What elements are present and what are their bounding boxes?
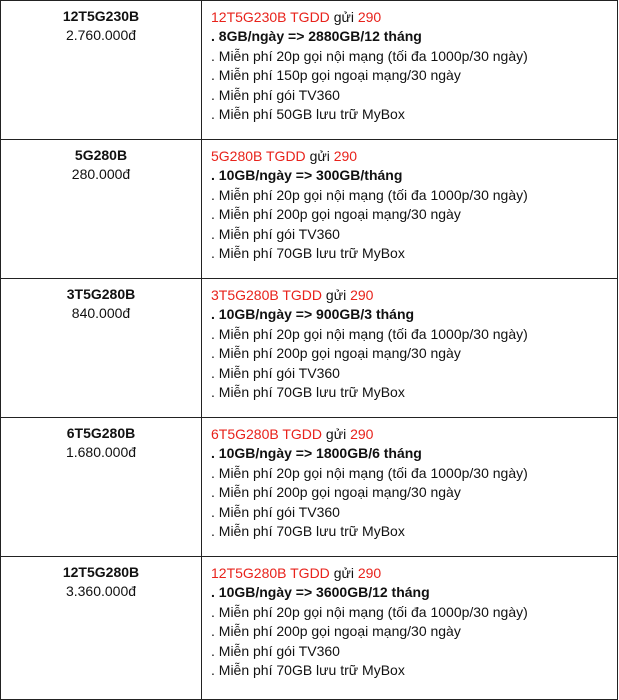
plan-name-cell: [1, 140, 202, 279]
plan-row: [1, 418, 618, 557]
feature-item: . Miễn phí 200p gọi ngoại mạng/30 ngày: [211, 484, 461, 501]
sms-syntax: 6T5G280B TGDD: [211, 426, 323, 442]
plan-code: 5G280B: [74, 147, 128, 163]
plan-name-cell: [1, 557, 202, 700]
sms-syntax: 3T5G280B TGDD: [211, 287, 323, 303]
plan-code: 12T5G280B: [62, 564, 140, 580]
data-highlight: . 10GB/ngày => 300GB/tháng: [211, 167, 403, 184]
feature-item: . Miễn phí 20p gọi nội mạng (tối đa 1000p/30 ngày): [211, 47, 528, 64]
plan-price: 2.760.000đ: [65, 27, 137, 43]
plan-price: 280.000đ: [71, 166, 131, 182]
data-highlight: . 10GB/ngày => 900GB/3 tháng: [211, 306, 415, 323]
sms-syntax: 12T5G280B TGDD: [211, 565, 330, 581]
plan-detail-cell: [202, 418, 618, 557]
sms-number: 290: [357, 565, 382, 581]
feature-item: . Miễn phí gói TV360: [211, 225, 340, 242]
feature-item: . Miễn phí 150p gọi ngoại mạng/30 ngày: [211, 67, 461, 84]
feature-item: . Miễn phí 20p gọi nội mạng (tối đa 1000p/30 ngày): [211, 464, 528, 481]
plan-code: 12T5G230B: [62, 8, 140, 24]
plan-row: [1, 279, 618, 418]
sms-number: 290: [350, 426, 374, 442]
feature-item: . Miễn phí 20p gọi nội mạng (tối đa 1000p/30 ngày): [211, 186, 528, 203]
feature-item: . Miễn phí gói TV360: [211, 503, 340, 520]
feature-item: . Miễn phí 200p gọi ngoại mạng/30 ngày: [211, 345, 461, 362]
plan-price: 1.680.000đ: [65, 444, 137, 460]
plan-code: 3T5G280B: [66, 286, 136, 302]
sms-syntax-line: [211, 286, 617, 305]
sms-syntax-line: [211, 564, 617, 583]
plan-row: [1, 1, 618, 140]
plan-detail-cell: [202, 279, 618, 418]
sms-verb: gửi: [333, 565, 354, 581]
feature-item: . Miễn phí 70GB lưu trữ MyBox: [211, 245, 405, 262]
sms-number: 290: [333, 148, 358, 164]
feature-item: . Miễn phí 200p gọi ngoại mạng/30 ngày: [211, 623, 461, 640]
feature-item: . Miễn phí 200p gọi ngoại mạng/30 ngày: [211, 206, 461, 223]
feature-item: . Miễn phí 20p gọi nội mạng (tối đa 1000p/30 ngày): [211, 603, 528, 620]
plan-price: 3.360.000đ: [65, 583, 137, 599]
sms-number: 290: [357, 9, 382, 25]
data-highlight: . 10GB/ngày => 3600GB/12 tháng: [211, 584, 430, 601]
plan-code: 6T5G280B: [66, 425, 136, 441]
feature-item: . Miễn phí gói TV360: [211, 642, 340, 659]
sms-verb: gửi: [309, 148, 330, 164]
plan-name-cell: [1, 279, 202, 418]
sms-syntax: 5G280B TGDD: [211, 148, 306, 164]
feature-item: . Miễn phí 70GB lưu trữ MyBox: [211, 384, 405, 401]
plan-name-cell: [1, 418, 202, 557]
sms-verb: gửi: [333, 9, 354, 25]
feature-item: . Miễn phí 70GB lưu trữ MyBox: [211, 662, 405, 679]
data-highlight: . 8GB/ngày => 2880GB/12 tháng: [211, 28, 422, 45]
plan-detail-cell: [202, 140, 618, 279]
sms-syntax-line: [211, 147, 617, 166]
plan-row: [1, 557, 618, 700]
sms-verb: gửi: [325, 426, 347, 442]
feature-item: . Miễn phí 50GB lưu trữ MyBox: [211, 106, 405, 123]
feature-item: . Miễn phí gói TV360: [211, 364, 340, 381]
feature-item: . Miễn phí gói TV360: [211, 86, 340, 103]
feature-item: . Miễn phí 70GB lưu trữ MyBox: [211, 523, 405, 540]
plan-detail-cell: [202, 557, 618, 700]
plan-name-cell: [1, 1, 202, 140]
plan-detail-cell: [202, 1, 618, 140]
plan-price: 840.000đ: [71, 305, 131, 321]
sms-verb: gửi: [325, 287, 347, 303]
sms-syntax: 12T5G230B TGDD: [211, 9, 330, 25]
sms-number: 290: [350, 287, 374, 303]
sms-syntax-line: [211, 425, 617, 444]
plan-row: [1, 140, 618, 279]
sms-syntax-line: [211, 8, 617, 27]
feature-item: . Miễn phí 20p gọi nội mạng (tối đa 1000p/30 ngày): [211, 325, 528, 342]
data-highlight: . 10GB/ngày => 1800GB/6 tháng: [211, 445, 422, 462]
